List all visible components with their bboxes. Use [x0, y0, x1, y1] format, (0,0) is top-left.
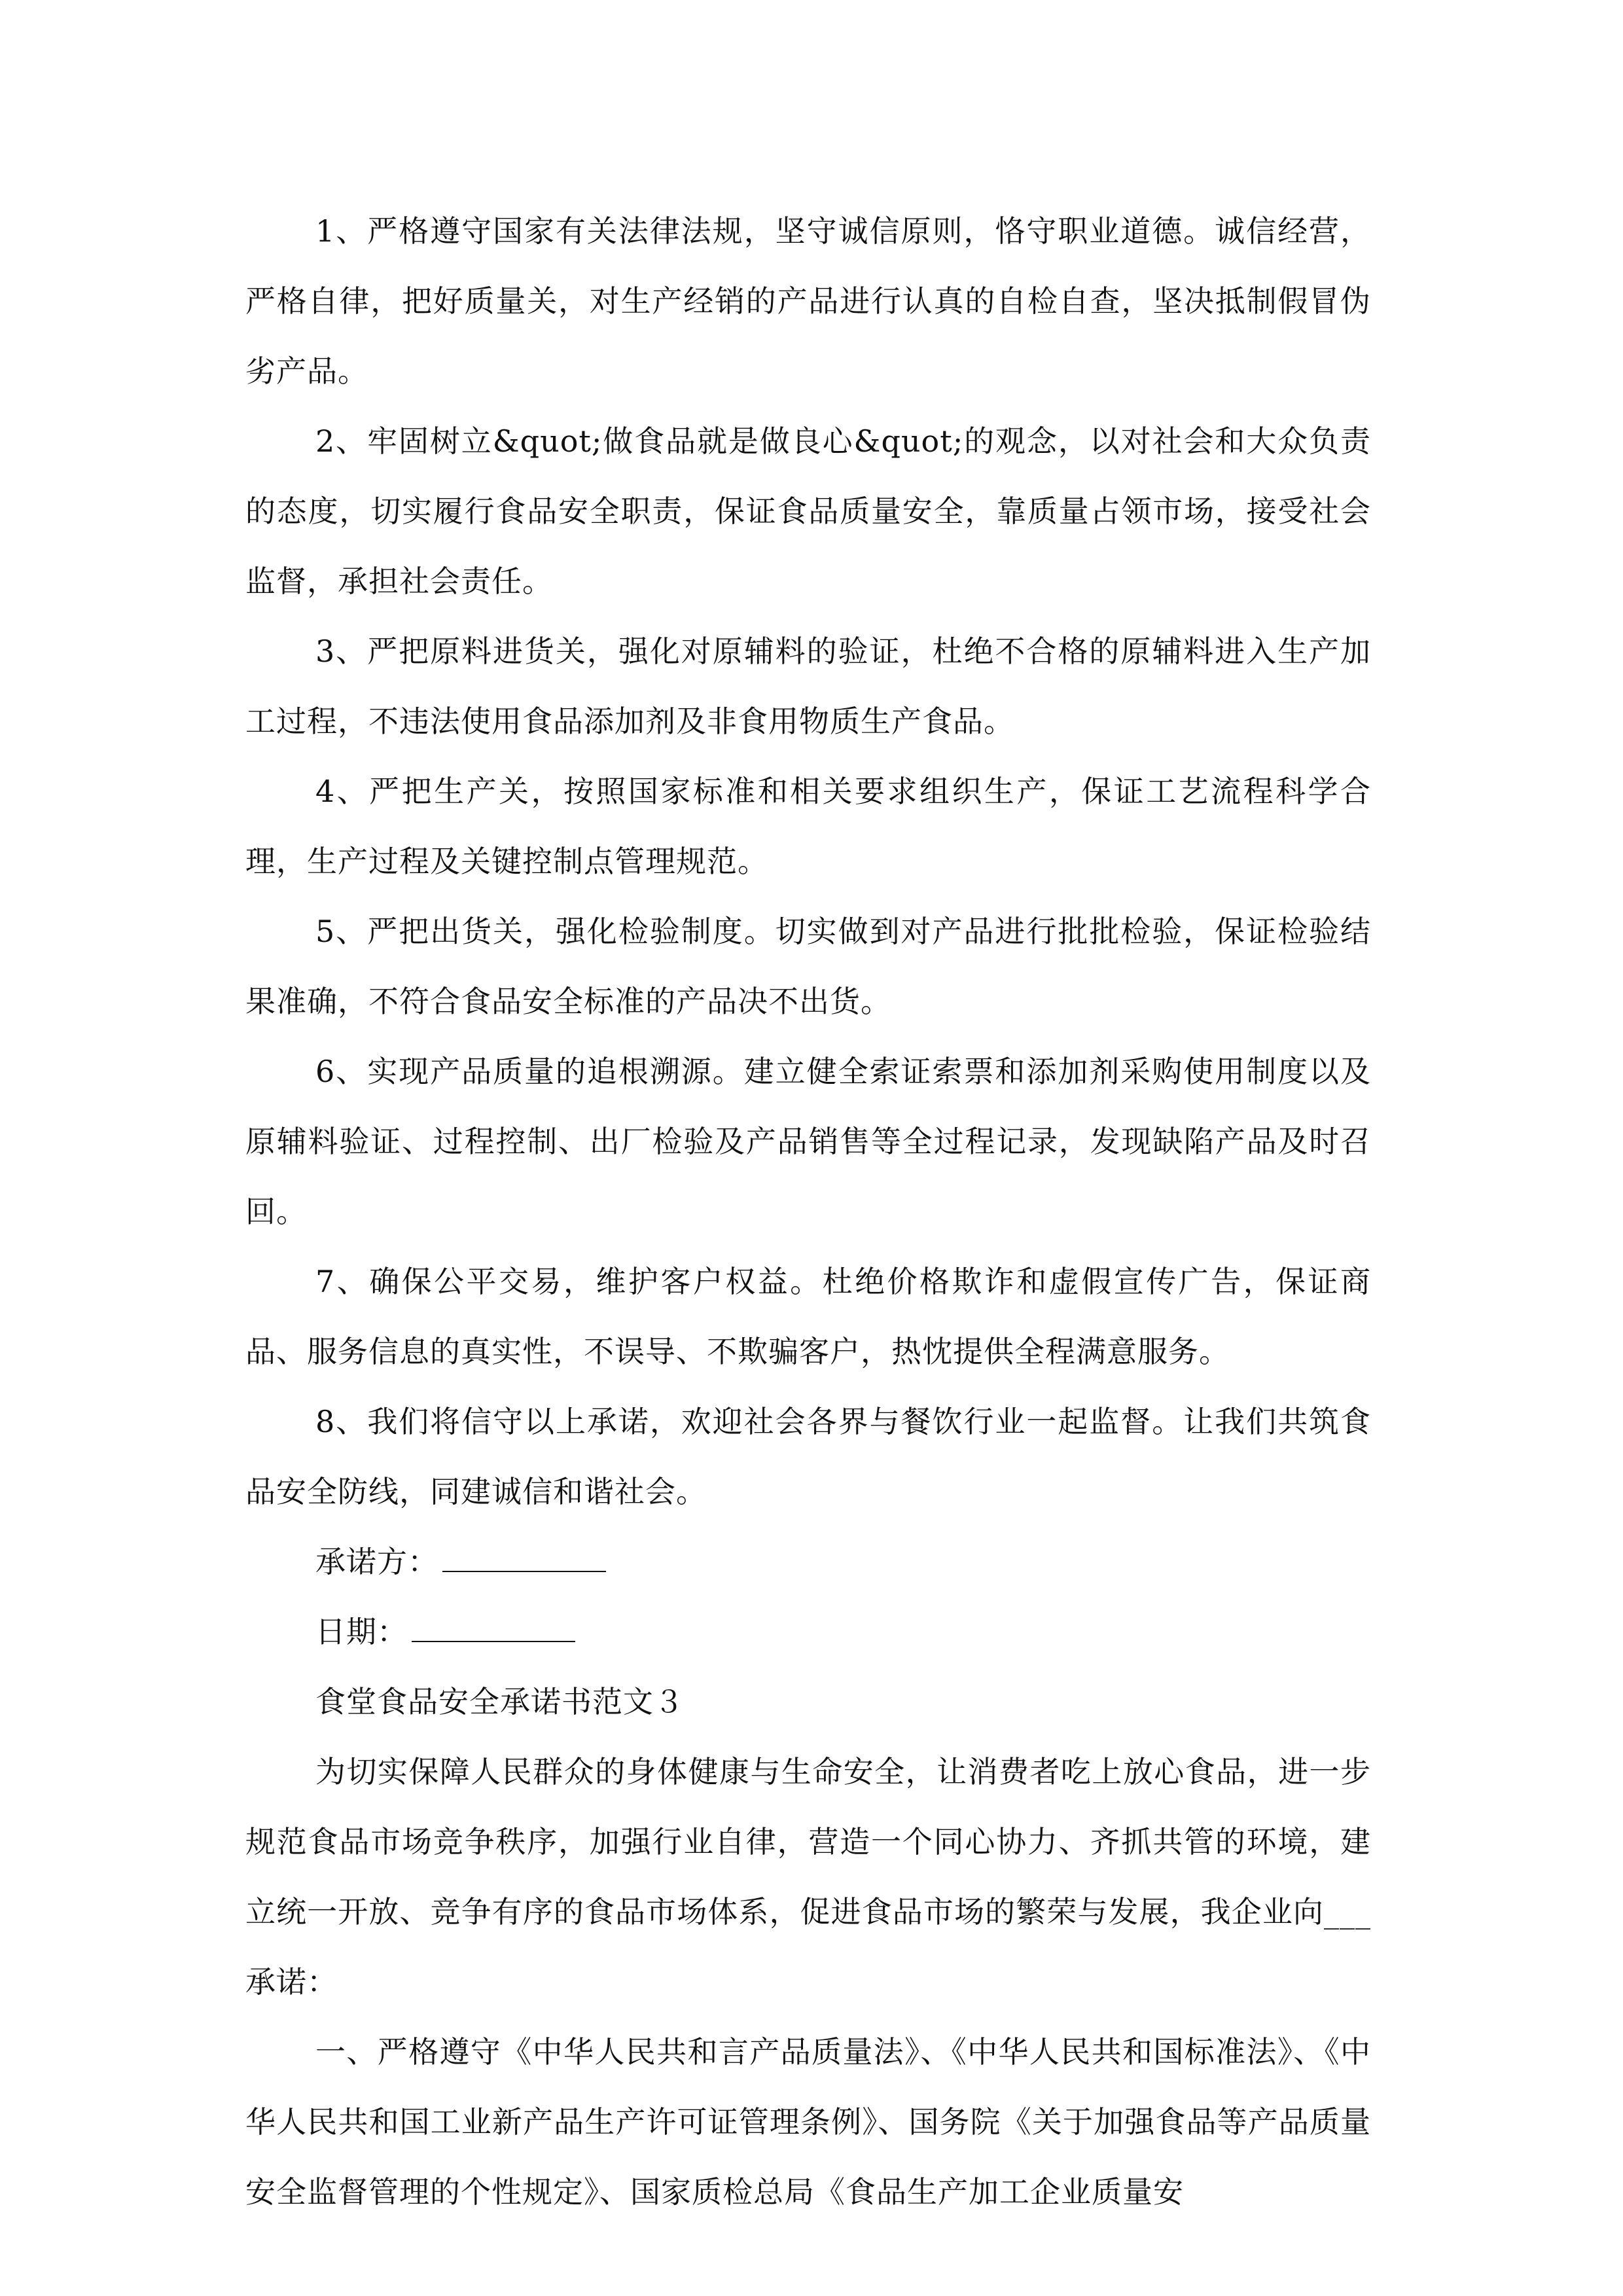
date-blank[interactable] [412, 1615, 575, 1642]
promisor-blank[interactable] [442, 1545, 606, 1572]
paragraph-4: 4、严把生产关，按照国家标准和相关要求组织生产，保证工艺流程科学合理，生产过程及关键控制点管理规范。 [245, 774, 1371, 879]
paragraph-6: 6、实现产品质量的追根溯源。建立健全索证索票和添加剂采购使用制度以及原辅料验证、过程控制、出厂检验及产品销售等全过程记录，发现缺陷产品及时召回。 [245, 1054, 1371, 1229]
date-label: 日期： [315, 1614, 408, 1649]
paragraph-5: 5、严把出货关，强化检验制度。切实做到对产品进行批批检验，保证检验结果准确，不符合食品安全标准的产品决不出货。 [245, 914, 1371, 1019]
clause-one: 一、严格遵守《中华人民共和言产品质量法》、《中华人民共和国标准法》、《中华人民共和国工业新产品生产许可证管理条例》、国务院《关于加强食品等产品质量安全监督管理的个性规定》、国家质检总局《食品生产加工企业质量安 [245, 2034, 1371, 2210]
paragraph-1: 1、严格遵守国家有关法律法规，坚守诚信原则，恪守职业道德。诚信经营，严格自律，把好质量关，对生产经销的产品进行认真的自检自查，坚决抵制假冒伪劣产品。 [245, 213, 1371, 389]
paragraph-8: 8、我们将信守以上承诺，欢迎社会各界与餐饮行业一起监督。让我们共筑食品安全防线，同建诚信和谐社会。 [245, 1404, 1371, 1509]
paragraph-2: 2、牢固树立&quot;做食品就是做良心&quot;的观念，以对社会和大众负责的态度，切实履行食品安全职责，保证食品质量安全，靠质量占领市场，接受社会监督，承担社会责任。 [245, 423, 1371, 599]
paragraph-3: 3、严把原料进货关，强化对原辅料的验证，杜绝不合格的原辅料进入生产加工过程，不违法使用食品添加剂及非食用物质生产食品。 [245, 634, 1371, 739]
promisor-label: 承诺方： [315, 1544, 438, 1579]
document-page [245, 196, 1371, 2227]
intro-paragraph: 为切实保障人民群众的身体健康与生命安全，让消费者吃上放心食品，进一步规范食品市场竞争秩序，加强行业自律，营造一个同心协力、齐抓共管的环境，建立统一开放、竞争有序的食品市场体系，促进食品市场的繁荣与发展，我企业向___承诺： [245, 1754, 1371, 2000]
paragraph-7: 7、确保公平交易，维护客户权益。杜绝价格欺诈和虚假宣传广告，保证商品、服务信息的真实性，不误导、不欺骗客户，热忱提供全程满意服务。 [245, 1264, 1371, 1369]
promisor-line [245, 1527, 1371, 1597]
date-line [245, 1597, 1371, 1667]
section-title: 食堂食品安全承诺书范文３ [315, 1684, 685, 1719]
